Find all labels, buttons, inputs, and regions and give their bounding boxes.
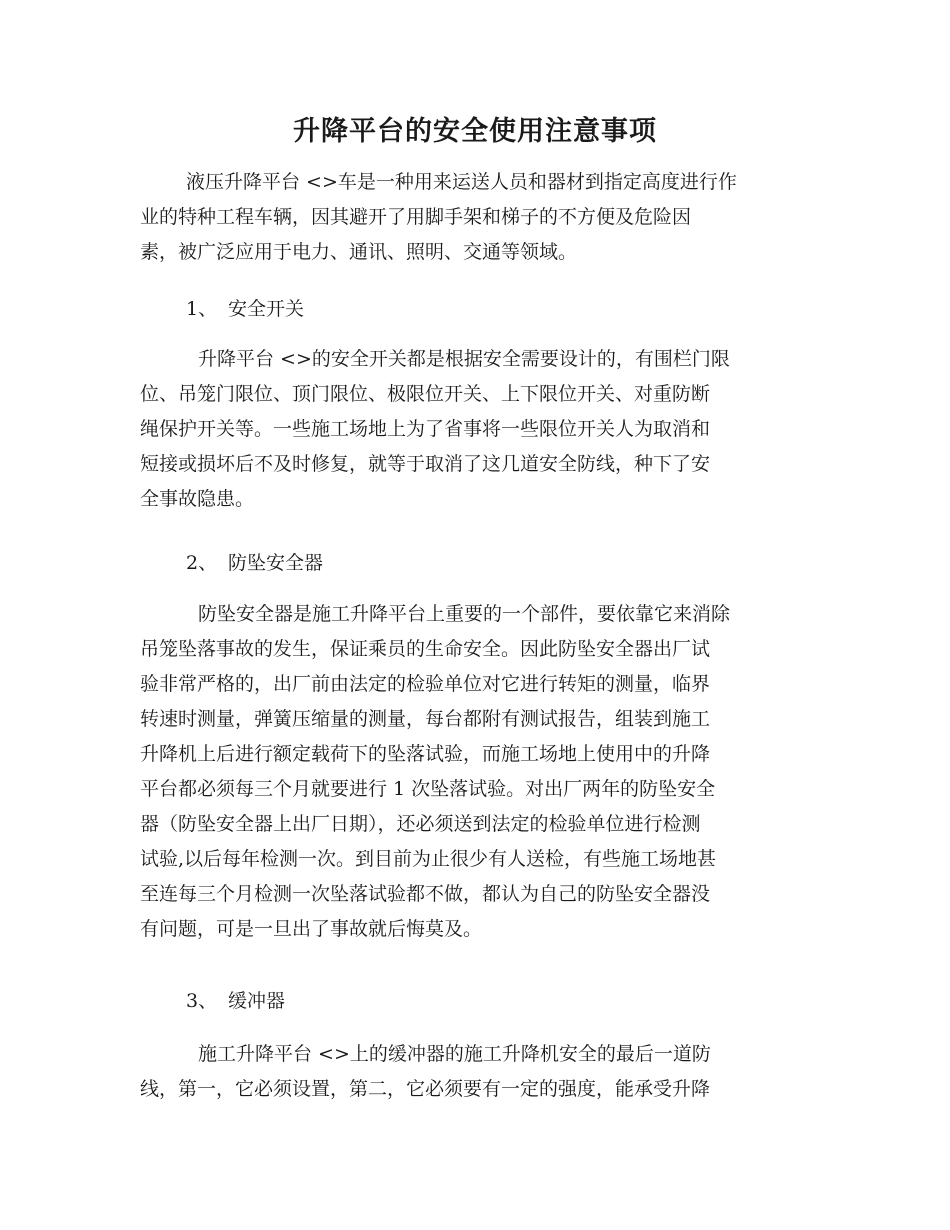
section-heading-text: 缓冲器 — [228, 990, 286, 1012]
section-number: 3、 — [186, 990, 218, 1012]
section-heading-3 — [140, 984, 856, 1019]
paragraph-line: 吊笼坠落事故的发生，保证乘员的生命安全。因此防坠安全器出厂试 — [140, 638, 711, 660]
paragraph-line: 绳保护开关等。一些施工场地上为了省事将一些限位开关人为取消和 — [140, 418, 711, 440]
paragraph-line: 转速时测量，弹簧压缩量的测量，每台都附有测试报告，组装到施工 — [140, 708, 711, 730]
section-3-paragraph — [140, 1037, 810, 1107]
paragraph-line: 液压升降平台 <>车是一种用来运送人员和器材到指定高度进行作 — [186, 171, 737, 193]
section-heading-1 — [140, 292, 856, 327]
section-heading-text: 防坠安全器 — [228, 552, 324, 574]
paragraph-line: 验非常严格的，出厂前由法定的检验单位对它进行转矩的测量，临界 — [140, 673, 711, 695]
paragraph-line: 施工升降平台 <>上的缓冲器的施工升降机安全的最后一道防 — [198, 1043, 711, 1065]
intro-paragraph — [140, 165, 810, 270]
paragraph-line: 试验,以后每年检测一次。到目前为止很少有人送检，有些施工场地甚 — [140, 848, 717, 870]
paragraph-line: 平台都必须每三个月就要进行 1 次坠落试验。对出厂两年的防坠安全 — [140, 778, 716, 800]
paragraph-line: 短接或损坏后不及时修复，就等于取消了这几道安全防线，种下了安 — [140, 453, 711, 475]
section-heading-text: 安全开关 — [228, 298, 305, 320]
paragraph-line: 素，被广泛应用于电力、通讯、照明、交通等领域。 — [140, 241, 578, 263]
paragraph-line: 位、吊笼门限位、顶门限位、极限位开关、上下限位开关、对重防断 — [140, 383, 711, 405]
section-number: 2、 — [186, 552, 218, 574]
document-title: 升降平台的安全使用注意事项 — [293, 116, 657, 147]
paragraph-line: 线，第一，它必须设置，第二，它必须要有一定的强度，能承受升降 — [140, 1078, 711, 1100]
paragraph-line: 防坠安全器是施工升降平台上重要的一个部件，要依靠它来消除 — [198, 603, 731, 625]
section-heading-2 — [140, 546, 856, 581]
paragraph-line: 全事故隐患。 — [140, 488, 255, 510]
paragraph-line: 器（防坠安全器上出厂日期），还必须送到法定的检验单位进行检测 — [140, 813, 701, 835]
paragraph-line: 升降机上后进行额定载荷下的坠落试验，而施工场地上使用中的升降 — [140, 743, 711, 765]
section-2-paragraph — [140, 597, 810, 947]
section-1-paragraph — [140, 342, 810, 517]
paragraph-line: 有问题，可是一旦出了事故就后悔莫及。 — [140, 918, 483, 940]
paragraph-line: 至连每三个月检测一次坠落试验都不做，都认为自己的防坠安全器没 — [140, 883, 711, 905]
section-number: 1、 — [186, 298, 218, 320]
paragraph-line: 升降平台 <>的安全开关都是根据安全需要设计的，有围栏门限 — [198, 348, 730, 370]
paragraph-line: 业的特种工程车辆，因其避开了用脚手架和梯子的不方便及危险因 — [140, 206, 692, 228]
